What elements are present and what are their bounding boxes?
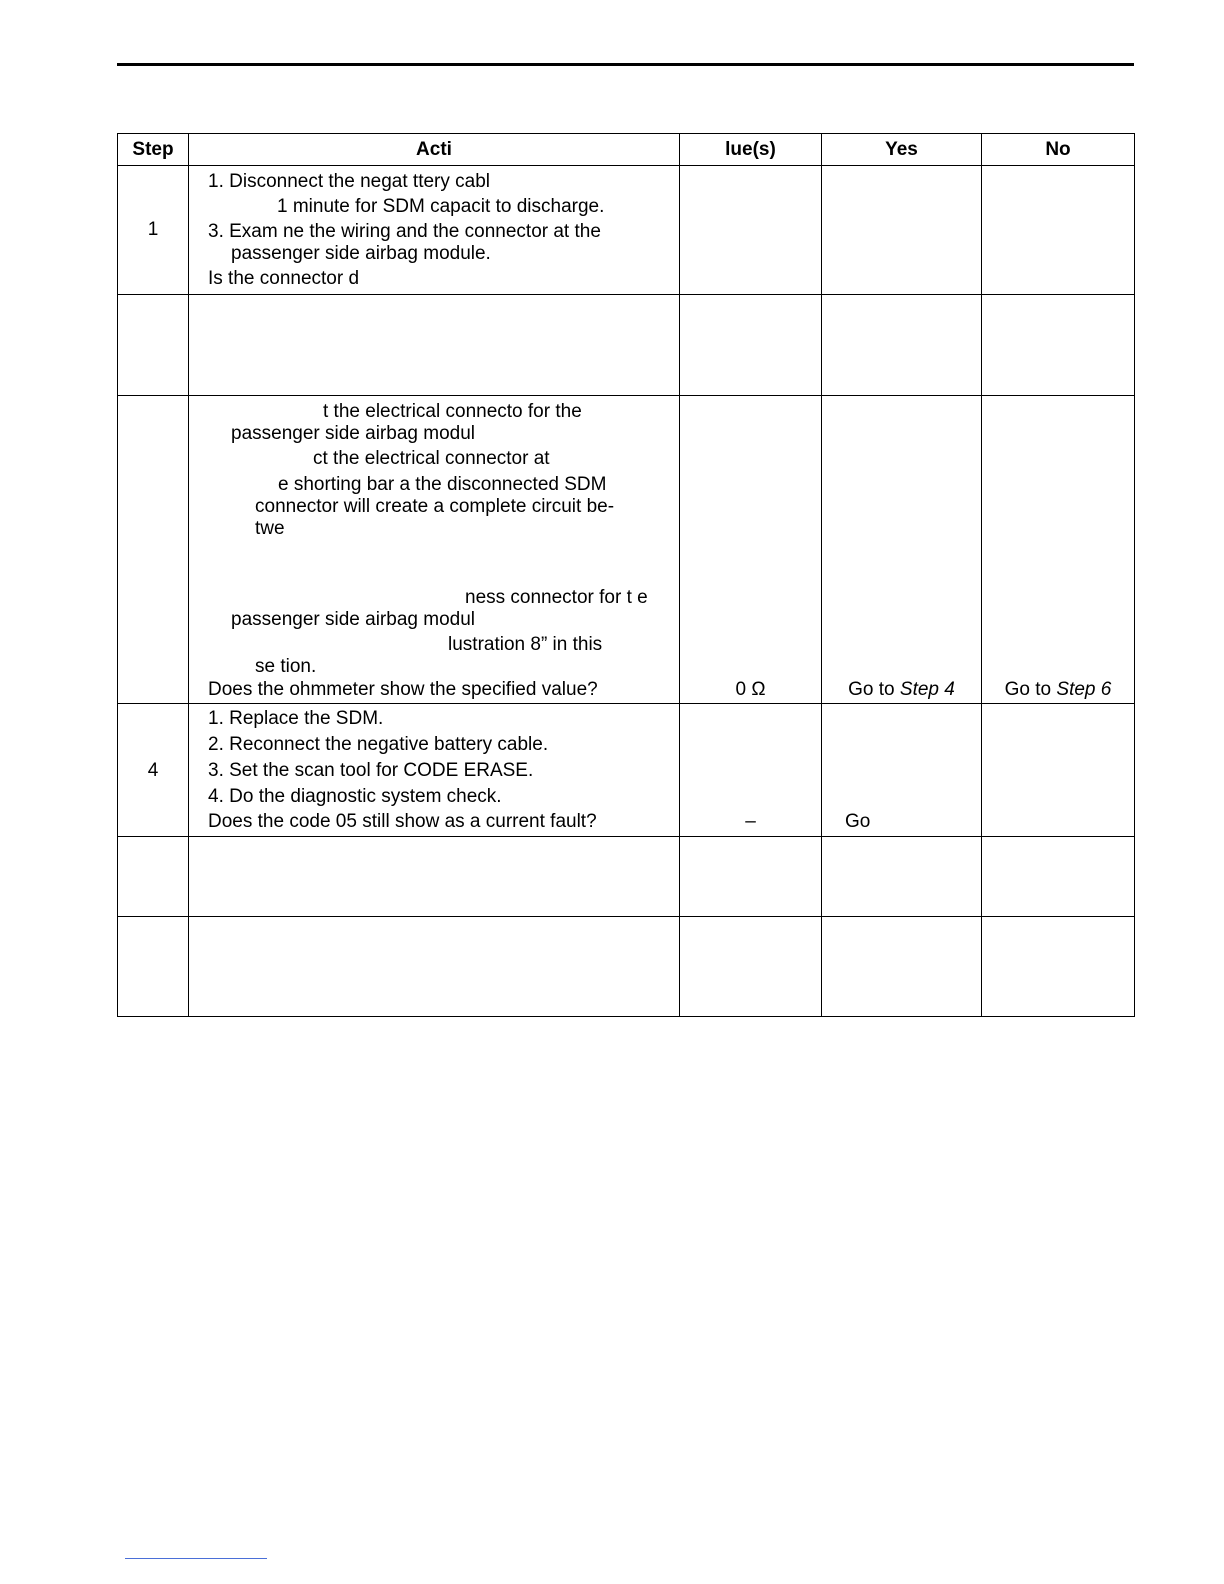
action-line: ness connector for t e: [465, 587, 648, 608]
action-line: 2. Reconnect the negative battery cable.: [208, 734, 549, 755]
action-line: connector will create a complete circuit be-: [255, 496, 615, 517]
step-link[interactable]: Step 6: [1056, 679, 1112, 700]
table-row: [118, 704, 1135, 837]
no-cell: [982, 704, 1135, 837]
top-rule: [117, 63, 1134, 66]
header-yes: Yes: [822, 134, 982, 166]
question-text: Is the connector d: [208, 268, 360, 289]
step-number: 1: [147, 219, 159, 240]
no-action: Go to Step 6: [1004, 679, 1112, 700]
question-text: Does the code 05 still show as a current fault?: [208, 811, 597, 832]
table-row: [118, 166, 1135, 295]
action-line: 1 minute for SDM capacit to discharge.: [277, 196, 605, 217]
header-values: lue(s): [680, 134, 822, 166]
action-line: e shorting bar a the disconnected SDM: [278, 474, 607, 495]
yes-cell: [822, 166, 982, 295]
action-line: 1. Replace the SDM.: [208, 708, 384, 729]
action-line: 3. Exam ne the wiring and the connector at the: [208, 221, 601, 242]
action-line: ct the electrical connector at: [313, 448, 550, 469]
table-row: [118, 837, 1135, 917]
action-line: t the electrical connecto for the: [323, 401, 582, 422]
table-header-row: [118, 134, 1135, 166]
action-line: passenger side airbag modul: [231, 609, 475, 630]
action-line: passenger side airbag module.: [231, 243, 491, 264]
step-link[interactable]: Step 4: [899, 679, 955, 700]
yes-action: Go: [845, 811, 871, 832]
table-row: [118, 295, 1135, 396]
question-text: Does the ohmmeter show the specified value?: [208, 679, 598, 700]
header-action: Acti: [189, 134, 680, 166]
table-row: [118, 396, 1135, 704]
action-line: lustration 8” in this: [448, 634, 603, 655]
header-no: No: [982, 134, 1135, 166]
value-cell: [680, 166, 822, 295]
action-line: 3. Set the scan tool for CODE ERASE.: [208, 760, 534, 781]
action-line: passenger side airbag modul: [231, 423, 475, 444]
action-line: se tion.: [255, 656, 317, 677]
header-step: Step: [118, 134, 189, 166]
action-line: 1. Disconnect the negat ttery cabl: [208, 171, 490, 192]
action-line: 4. Do the diagnostic system check.: [208, 786, 502, 807]
footer-link-underline: [125, 1558, 267, 1559]
value-text: –: [745, 811, 756, 832]
diagnostic-table: [117, 133, 1135, 1017]
no-cell: [982, 166, 1135, 295]
table-row: [118, 917, 1135, 1017]
step-number: 4: [147, 760, 159, 781]
yes-action: Go to Step 4: [848, 679, 955, 700]
action-line: twe: [255, 518, 285, 539]
value-text: 0 Ω: [735, 679, 766, 700]
